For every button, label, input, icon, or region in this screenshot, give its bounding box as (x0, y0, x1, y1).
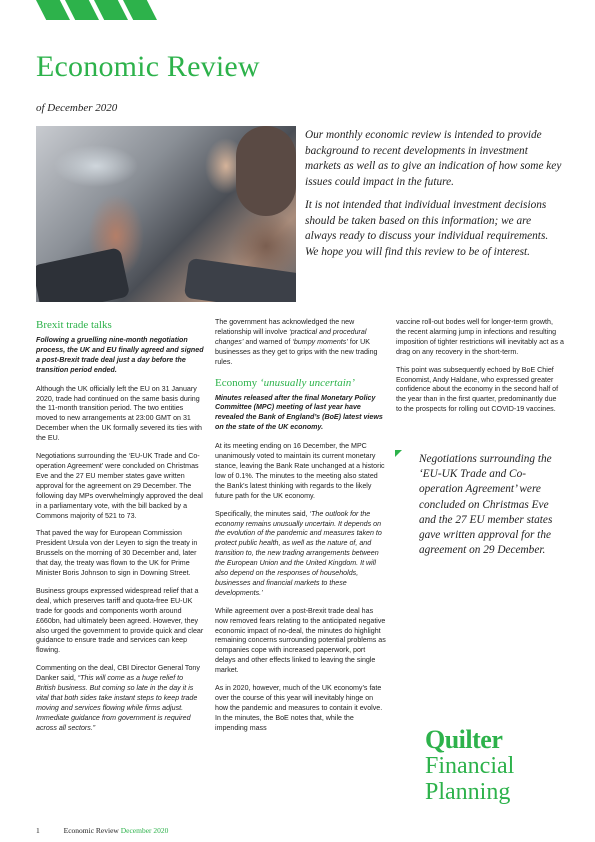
section-heading-economy (215, 376, 387, 390)
quote-text: ‘practical and procedural changes’ (215, 327, 367, 346)
body-paragraph (215, 510, 387, 599)
body-paragraph: That paved the way for European Commission President Ursula von der Leyen to sign the treaty in Brussels on the morning of 30 December and, later that day, the treaty was flown to the UK for Prime Minister Boris Johnson to sign in Downing Street. (36, 529, 198, 578)
body-paragraph: While agreement over a post-Brexit trade deal has now removed fears relating to the anticipated negative economic impact of no-deal, the minutes do highlight remaining concerns surrounding potential problems as companies cope with increased paperwork, port delays and other effects linked to leaving the single market. (215, 606, 386, 675)
footer-doc-title: Economic Review (63, 826, 119, 835)
page-title: Economic Review (36, 50, 260, 83)
section-lead: Following a gruelling nine-month negotiation process, the UK and EU finally agreed and signed a post-Brexit trade deal just a day before the transition period ended. (36, 336, 204, 374)
logo-line: Financial (425, 753, 515, 779)
quilter-logo (425, 727, 514, 805)
body-paragraph: At its meeting ending on 16 December, the MPC unanimously voted to maintain its current monetary stance, leaving the Bank Rate unchanged at a historic low of 0.1%. The minutes to the meeting also stated the Bank’s latest thinking with regards to the likely future path for the UK economy. (215, 442, 385, 500)
quote-text: ‘bumpy moments’ (292, 337, 348, 346)
footer-month: December 2020 (120, 826, 169, 835)
column-1 (36, 318, 204, 742)
body-paragraph (36, 664, 204, 733)
issue-date: of December 2020 (36, 102, 118, 114)
heading-text: Economy (215, 376, 260, 389)
body-text: Specifically, the minutes said, (215, 509, 310, 518)
quote-text: “This will come as a huge relief to British business. But coming so late in the day it is vital that both sides take instant steps to keep trade moving and services flowing while firms adjust. Immediate guidance from government is required across all sectors.” (36, 674, 198, 732)
body-paragraph: Business groups expressed widespread relief that a deal, which preserves tariff and quota-free EU-UK trade for goods and components worth around £660bn, had ultimately been agreed. However, they also urged the government to provide quick and clear guidance to ensure trade and services can keep flowing. (36, 586, 204, 655)
pull-quote: Negotiations surrounding the ‘EU-UK Trade and Co-operation Agreement’ were concluded on Christmas Eve and the 27 EU member states gave written approval for the agreement on 29 December. (419, 453, 553, 557)
body-paragraph: vaccine roll-out bodes well for longer-term growth, the recent alarming jump in infections and resulting imposition of tighter restrictions will inevitably act as a drag on any recovery in the short-term. (396, 318, 564, 356)
intro-paragraph: It is not intended that individual investment decisions should be taken based on this information; we are always ready to discuss your individual requirements. We hope you will find this review to be of interest. (305, 199, 549, 258)
header-chevron-bar (36, 0, 156, 20)
body-text: for UK businesses as they get to grips with the new trading rules. (215, 337, 378, 366)
intro-text (305, 128, 563, 268)
body-paragraph: This point was subsequently echoed by BoE Chief Economist, Andy Haldane, who expressed greater confidence about the economy in the second half of the year than in the first quarter, predominantly due to the prospects for rolling out COVID-19 vaccines. (396, 365, 559, 414)
page-footer (36, 826, 168, 835)
section-heading-brexit: Brexit trade talks (36, 319, 112, 331)
body-text: and warned of (243, 337, 293, 346)
body-text: Commenting on the deal, CBI Director General Tony Danker said, (36, 664, 200, 683)
hero-photo (36, 126, 296, 302)
heading-italic-text: ‘unusually uncertain’ (259, 376, 355, 389)
body-paragraph: Negotiations surrounding the ‘EU-UK Trade and Co-operation Agreement’ were concluded on Christmas Eve and the 27 EU member states gave written approval for the agreement on 29 December. The following day MPs overwhelmingly approved the deal in a parliamentary vote, with the bill backed by a Commons majority of 521 to 73. (36, 452, 203, 520)
column-2 (215, 318, 387, 742)
body-text: The government has acknowledged the new relationship will involve (215, 318, 355, 336)
section-lead: Minutes released after the final Monetary Policy Committee (MPC) meeting of last year have revealed the Bank of England’s (BoE) latest views on the state of the UK economy. (215, 393, 383, 432)
logo-line: Planning (425, 779, 511, 805)
page-number: 1 (36, 826, 40, 835)
body-paragraph (215, 318, 387, 368)
body-paragraph: Although the UK officially left the EU on 31 January 2020, trade had continued on the same basis during the 11-month transition period. The two entities moved to new arrangements at 23:00 GMT on 31 December when the UK formally severed its ties with the EU. (36, 384, 202, 443)
column-3 (396, 318, 564, 423)
intro-paragraph: Our monthly economic review is intended to provide background to recent developments in investment markets as well as to give an indication of how some key issues could impact in the future. (305, 129, 562, 188)
logo-line: Quilter (425, 725, 503, 754)
quote-text: ‘The outlook for the economy remains unusually uncertain. It depends on the evolution of the pandemic and measures taken to protect public health, as well as the nature of, and transition to, the new trading arrangements between the European Union and the United Kingdom. It will also depend on the responses of households, businesses and financial markets to these developments.’ (215, 509, 382, 597)
body-paragraph: As in 2020, however, much of the UK economy’s fate over the course of this year will inevitably hinge on how the pandemic and measures to contain it evolve. In the minutes, the BoE notes that, while the impending mass (215, 684, 383, 732)
